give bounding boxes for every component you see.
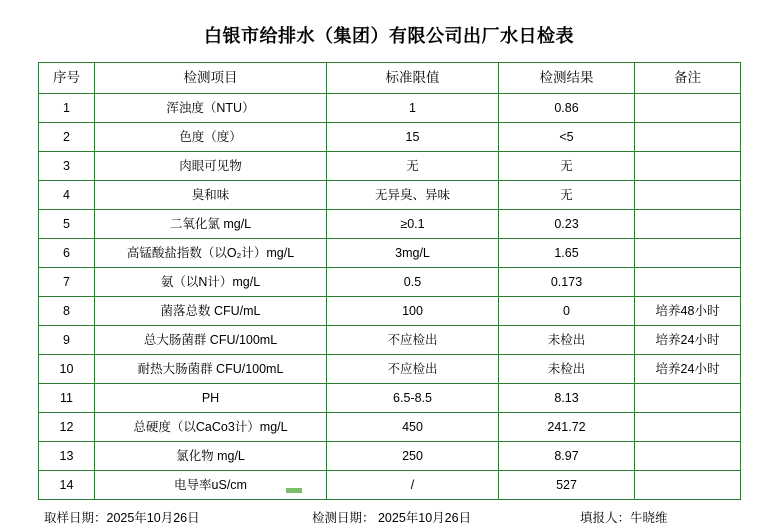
cell-result: <5 xyxy=(499,123,635,152)
cell-result: 1.65 xyxy=(499,239,635,268)
table-row xyxy=(39,123,741,152)
cell-item: 浑浊度（NTU） xyxy=(95,94,327,123)
cell-result: 8.97 xyxy=(499,442,635,471)
table-header-row xyxy=(39,63,741,94)
cell-item: 高锰酸盐指数（以O₂计）mg/L xyxy=(95,239,327,268)
cell-limit: 不应检出 xyxy=(327,355,499,384)
cell-no: 9 xyxy=(39,326,95,355)
header-cell-result: 检测结果 xyxy=(499,63,635,94)
cell-limit: 100 xyxy=(327,297,499,326)
cell-note xyxy=(635,123,741,152)
cell-note xyxy=(635,210,741,239)
table-row xyxy=(39,471,741,500)
cell-result: 未检出 xyxy=(499,326,635,355)
cell-note: 培养24小时 xyxy=(635,355,741,384)
cell-item: PH xyxy=(95,384,327,413)
cell-note xyxy=(635,471,741,500)
cell-note xyxy=(635,181,741,210)
table-row xyxy=(39,181,741,210)
table-row xyxy=(39,94,741,123)
cell-item: 菌落总数 CFU/mL xyxy=(95,297,327,326)
cell-item: 耐热大肠菌群 CFU/100mL xyxy=(95,355,327,384)
footer xyxy=(0,500,778,526)
cell-limit: 250 xyxy=(327,442,499,471)
cell-item: 色度（度） xyxy=(95,123,327,152)
cell-note xyxy=(635,384,741,413)
green-mark xyxy=(286,488,302,493)
cell-note: 培养48小时 xyxy=(635,297,741,326)
header-cell-no: 序号 xyxy=(39,63,95,94)
cell-item: 肉眼可见物 xyxy=(95,152,327,181)
cell-note: 培养24小时 xyxy=(635,326,741,355)
cell-limit: 3mg/L xyxy=(327,239,499,268)
cell-limit: 15 xyxy=(327,123,499,152)
filled-by: 填报人：牛晓维 xyxy=(580,511,668,525)
cell-result: 527 xyxy=(499,471,635,500)
cell-no: 12 xyxy=(39,413,95,442)
cell-no: 6 xyxy=(39,239,95,268)
cell-item: 氨（以N计）mg/L xyxy=(95,268,327,297)
table-header xyxy=(39,63,741,94)
table-row xyxy=(39,297,741,326)
cell-note xyxy=(635,152,741,181)
cell-no: 1 xyxy=(39,94,95,123)
cell-no: 11 xyxy=(39,384,95,413)
cell-item: 总硬度（以CaCo3计）mg/L xyxy=(95,413,327,442)
header-cell-item: 检测项目 xyxy=(95,63,327,94)
cell-no: 3 xyxy=(39,152,95,181)
cell-result: 241.72 xyxy=(499,413,635,442)
cell-item: 总大肠菌群 CFU/100mL xyxy=(95,326,327,355)
table-container xyxy=(0,62,778,500)
cell-limit: 6.5-8.5 xyxy=(327,384,499,413)
cell-result: 0.173 xyxy=(499,268,635,297)
header-cell-note: 备注 xyxy=(635,63,741,94)
cell-item: 二氧化氯 mg/L xyxy=(95,210,327,239)
cell-limit: 1 xyxy=(327,94,499,123)
table-row xyxy=(39,384,741,413)
table-body xyxy=(39,94,741,500)
cell-item: 臭和味 xyxy=(95,181,327,210)
table-row xyxy=(39,152,741,181)
cell-result: 0.86 xyxy=(499,94,635,123)
table-row xyxy=(39,268,741,297)
page-title: 白银市给排水（集团）有限公司出厂水日检表 xyxy=(204,26,574,46)
cell-note xyxy=(635,239,741,268)
table-row xyxy=(39,210,741,239)
cell-limit: 0.5 xyxy=(327,268,499,297)
header-cell-limit: 标准限值 xyxy=(327,63,499,94)
cell-no: 13 xyxy=(39,442,95,471)
cell-result: 0 xyxy=(499,297,635,326)
cell-result: 8.13 xyxy=(499,384,635,413)
table-row xyxy=(39,413,741,442)
cell-no: 2 xyxy=(39,123,95,152)
table-row xyxy=(39,442,741,471)
table-row xyxy=(39,239,741,268)
cell-no: 8 xyxy=(39,297,95,326)
cell-limit: ≥0.1 xyxy=(327,210,499,239)
cell-note xyxy=(635,94,741,123)
table-row xyxy=(39,355,741,384)
cell-no: 10 xyxy=(39,355,95,384)
cell-limit: 450 xyxy=(327,413,499,442)
table-row xyxy=(39,326,741,355)
cell-note xyxy=(635,268,741,297)
cell-note xyxy=(635,442,741,471)
cell-limit: / xyxy=(327,471,499,500)
cell-limit: 不应检出 xyxy=(327,326,499,355)
water-test-table xyxy=(38,62,741,500)
cell-item: 氯化物 mg/L xyxy=(95,442,327,471)
cell-item: 电导率uS/cm xyxy=(95,471,327,500)
cell-result: 无 xyxy=(499,181,635,210)
cell-no: 7 xyxy=(39,268,95,297)
cell-result: 无 xyxy=(499,152,635,181)
cell-no: 14 xyxy=(39,471,95,500)
cell-limit: 无异臭、异味 xyxy=(327,181,499,210)
cell-limit: 无 xyxy=(327,152,499,181)
cell-no: 5 xyxy=(39,210,95,239)
cell-note xyxy=(635,413,741,442)
sampling-date: 取样日期：2025年10月26日 xyxy=(44,511,200,525)
testing-date: 检测日期： 2025年10月26日 xyxy=(312,511,472,525)
cell-no: 4 xyxy=(39,181,95,210)
cell-result: 0.23 xyxy=(499,210,635,239)
cell-result: 未检出 xyxy=(499,355,635,384)
